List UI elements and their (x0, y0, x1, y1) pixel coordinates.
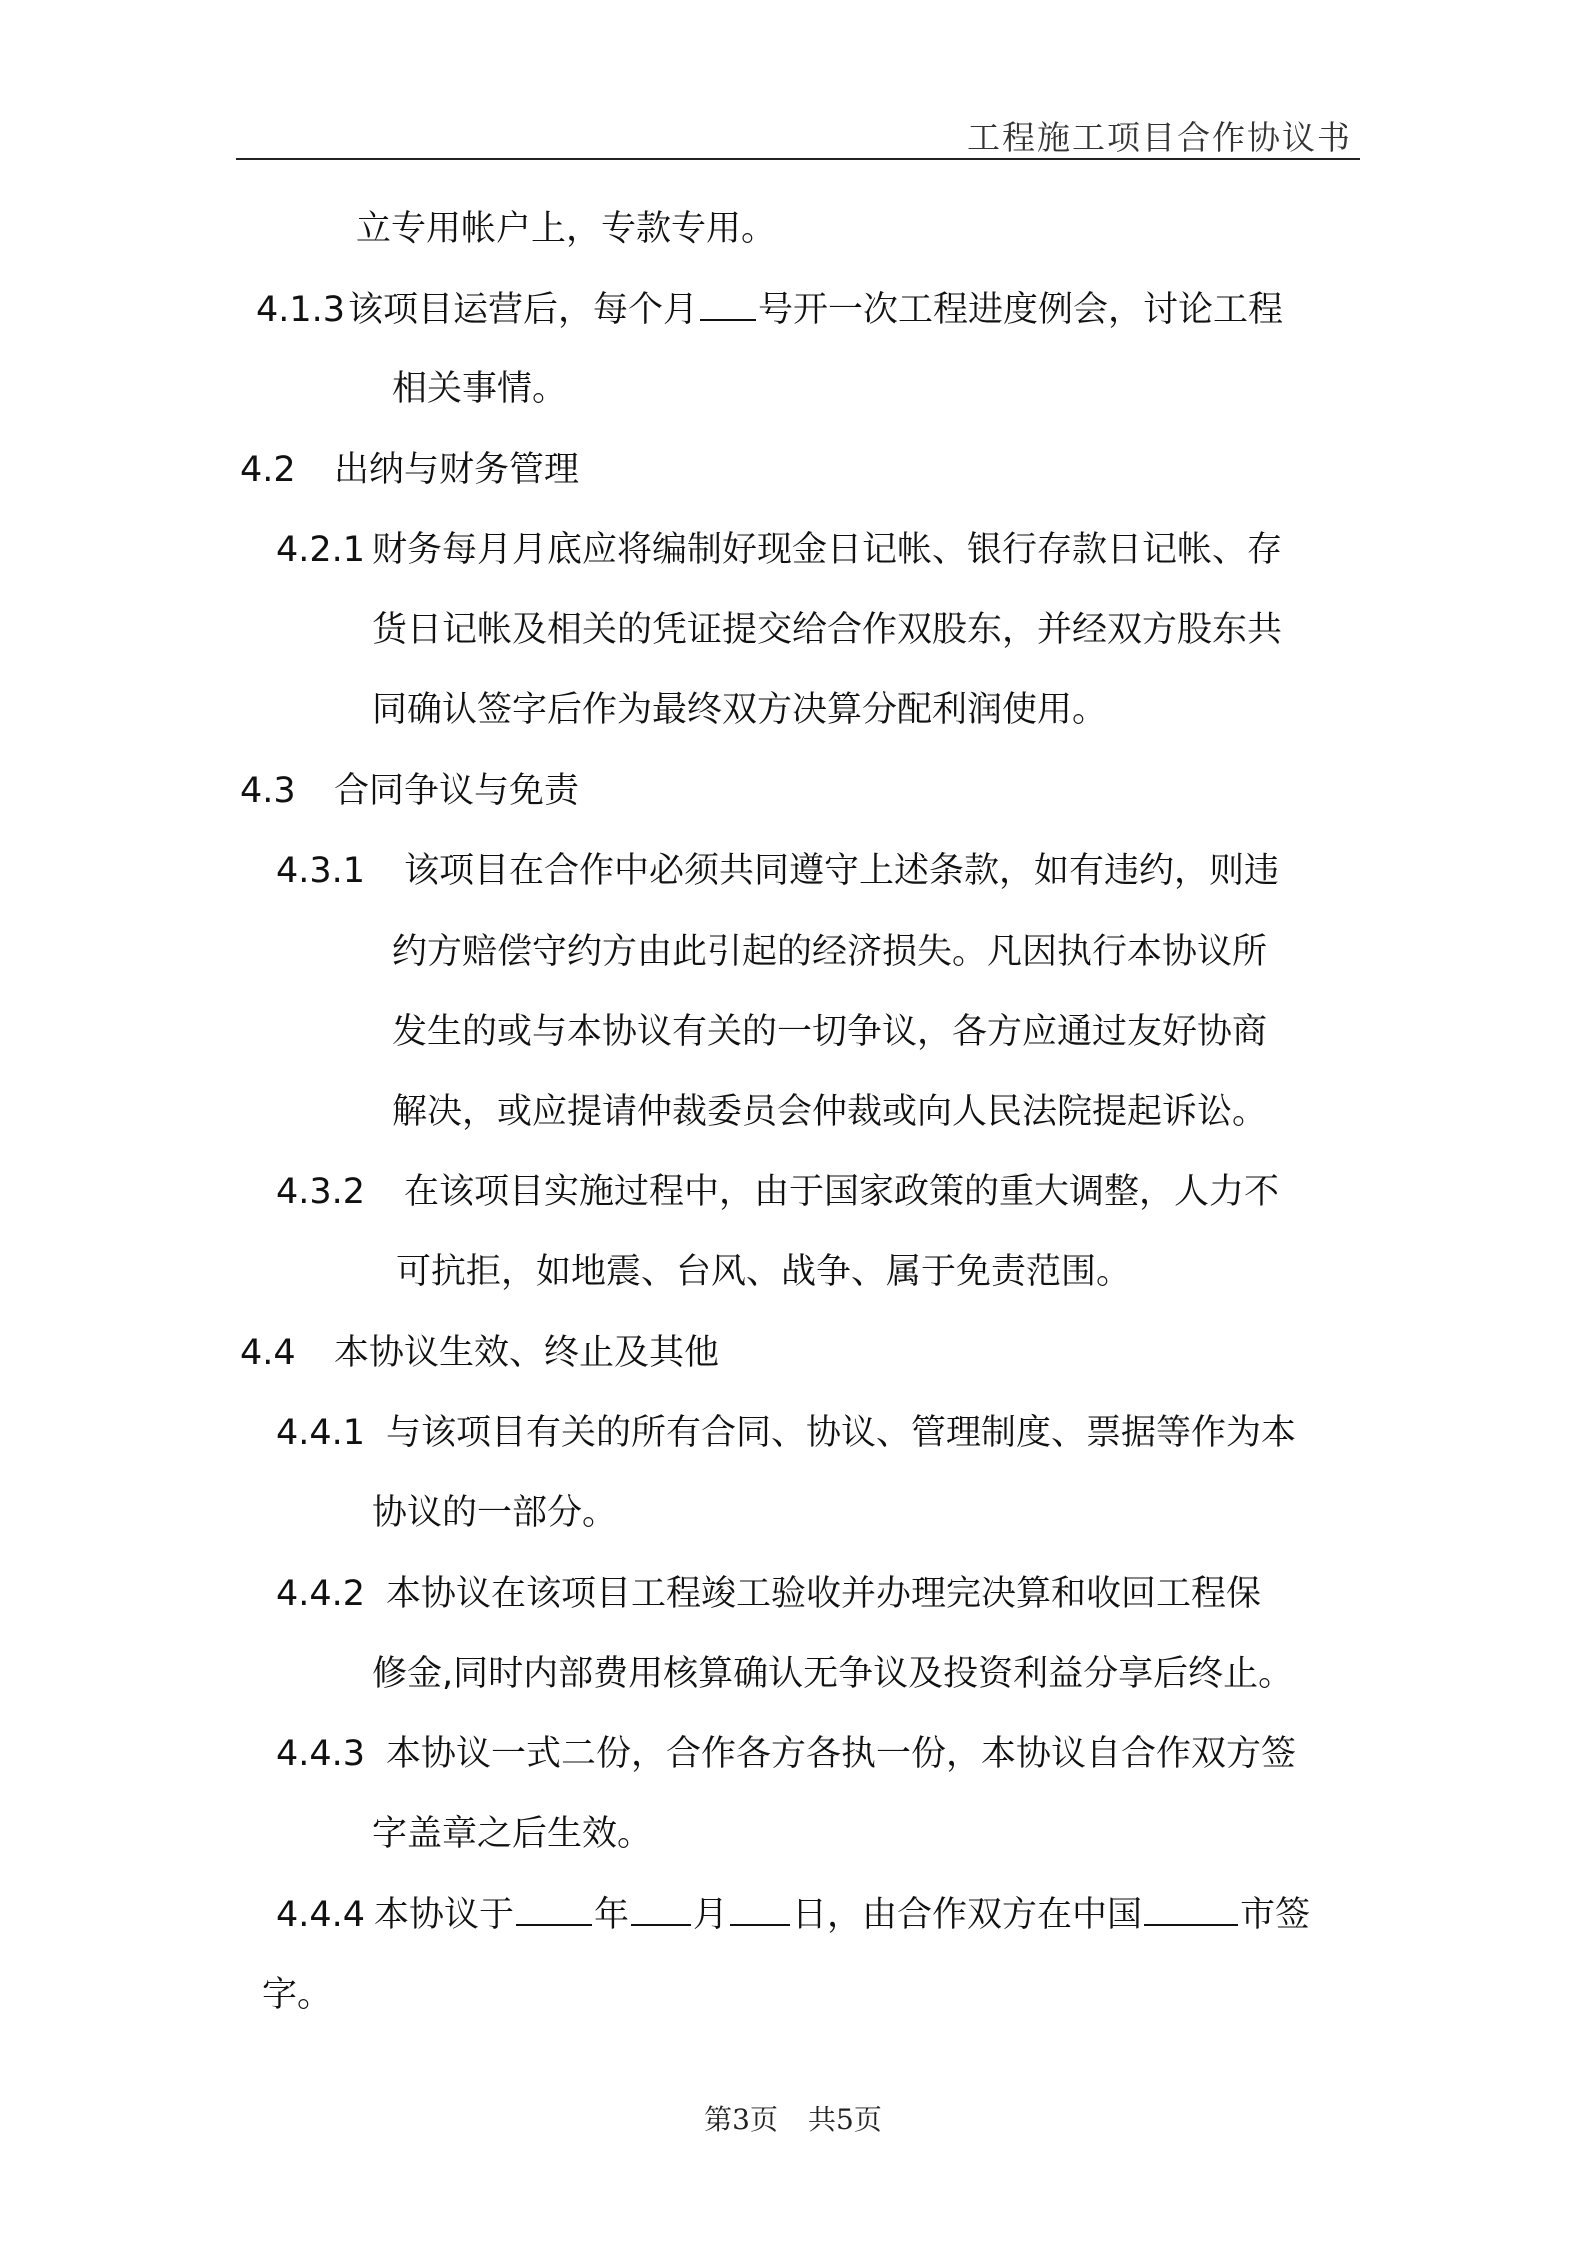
paragraph-line (356, 206, 776, 252)
clause-4-4-4-line-2 (262, 1972, 332, 2018)
text-fragment: 协议的一部分。 (372, 1493, 618, 1533)
month-blank (631, 1894, 691, 1926)
text-fragment: 本协议于 (374, 1895, 515, 1935)
clause-number: 4.2.1 (276, 530, 366, 570)
fill-in-blank (700, 289, 756, 321)
section-number: 4.3 (240, 771, 296, 811)
text-fragment: 与该项目有关的所有合同、协议、管理制度、票据等作为本 (386, 1413, 1297, 1453)
text-fragment: 解决，或应提请仲裁委员会仲裁或向人民法院提起诉讼。 (392, 1092, 1268, 1132)
year-blank (516, 1894, 592, 1926)
section-title: 本协议生效、终止及其他 (334, 1333, 720, 1373)
clause-number: 4.1.3 (256, 290, 346, 330)
clause-4-3-1-line-4 (392, 1089, 1267, 1135)
page-header (236, 108, 1360, 160)
clause-number: 4.4.4 (276, 1895, 366, 1935)
page-footer (0, 2098, 1586, 2138)
text-fragment: 货日记帐及相关的凭证提交给合作双股东，并经双方股东共 (372, 610, 1283, 650)
clause-4-3-2-line-1 (276, 1169, 1279, 1215)
clause-4-1-3-line-2 (392, 366, 567, 412)
clause-4-4-1-line-1 (276, 1410, 1296, 1456)
clause-4-4-3-line-1 (276, 1731, 1296, 1777)
section-heading-4-2 (240, 447, 579, 493)
clause-number: 4.3.1 (276, 851, 366, 891)
page-number: 第3页 (704, 2103, 778, 2136)
text-fragment: 同确认签字后作为最终双方决算分配利润使用。 (372, 690, 1108, 730)
clause-number: 4.4.1 (276, 1413, 366, 1453)
text-fragment: 立专用帐户上，专款专用。 (356, 209, 777, 249)
text-fragment: 字。 (262, 1975, 333, 2015)
clause-4-4-2-line-2 (372, 1651, 1293, 1697)
text-fragment: 约方赔偿守约方由此引起的经济损失。凡因执行本协议所 (392, 932, 1268, 972)
text-fragment: 在该项目实施过程中，由于国家政策的重大调整，人力不 (404, 1172, 1280, 1212)
section-heading-4-4 (240, 1330, 719, 1376)
text-fragment: 市签 (1240, 1895, 1311, 1935)
text-fragment: 相关事情。 (392, 369, 568, 409)
clause-4-1-3-line-1 (256, 287, 1283, 333)
section-heading-4-3 (240, 768, 579, 814)
text-fragment: 月 (693, 1895, 729, 1935)
text-fragment: 财务每月月底应将编制好现金日记帐、银行存款日记帐、存 (372, 530, 1283, 570)
clause-4-3-2-line-2 (396, 1249, 1131, 1295)
document-title: 工程施工项目合作协议书 (967, 118, 1352, 157)
clause-4-2-1-line-3 (372, 687, 1107, 733)
clause-4-4-3-line-2 (372, 1811, 652, 1857)
text-fragment: 日，由合作双方在中国 (792, 1895, 1143, 1935)
clause-4-2-1-line-1 (276, 527, 1282, 573)
text-fragment: 该项目运营后，每个月 (348, 290, 699, 330)
text-fragment: 本协议一式二份，合作各方各执一份，本协议自合作双方签 (386, 1734, 1297, 1774)
section-number: 4.2 (240, 450, 296, 490)
page-total: 共5页 (808, 2103, 882, 2136)
text-fragment: 本协议在该项目工程竣工验收并办理完决算和收回工程保 (386, 1574, 1262, 1614)
text-fragment: 发生的或与本协议有关的一切争议，各方应通过友好协商 (392, 1012, 1268, 1052)
clause-4-3-1-line-2 (392, 929, 1267, 975)
clause-number: 4.3.2 (276, 1172, 366, 1212)
clause-4-3-1-line-3 (392, 1009, 1267, 1055)
section-title: 出纳与财务管理 (334, 450, 580, 490)
clause-4-2-1-line-2 (372, 607, 1282, 653)
section-number: 4.4 (240, 1333, 296, 1373)
city-blank (1144, 1894, 1238, 1926)
section-title: 合同争议与免责 (334, 771, 580, 811)
text-fragment: 字盖章之后生效。 (372, 1814, 653, 1854)
text-fragment: 可抗拒，如地震、台风、战争、属于免责范围。 (396, 1252, 1132, 1292)
clause-4-4-2-line-1 (276, 1571, 1261, 1617)
day-blank (730, 1894, 790, 1926)
text-fragment: 年 (594, 1895, 630, 1935)
text-fragment: 该项目在合作中必须共同遵守上述条款，如有违约，则违 (404, 851, 1280, 891)
clause-number: 4.4.2 (276, 1574, 366, 1614)
clause-4-3-1-line-1 (276, 848, 1279, 894)
clause-number: 4.4.3 (276, 1734, 366, 1774)
text-fragment: 号开一次工程进度例会，讨论工程 (758, 290, 1284, 330)
clause-4-4-4-line-1 (276, 1892, 1310, 1938)
clause-4-4-1-line-2 (372, 1490, 617, 1536)
text-fragment: 修金,同时内部费用核算确认无争议及投资利益分享后终止。 (372, 1654, 1294, 1694)
